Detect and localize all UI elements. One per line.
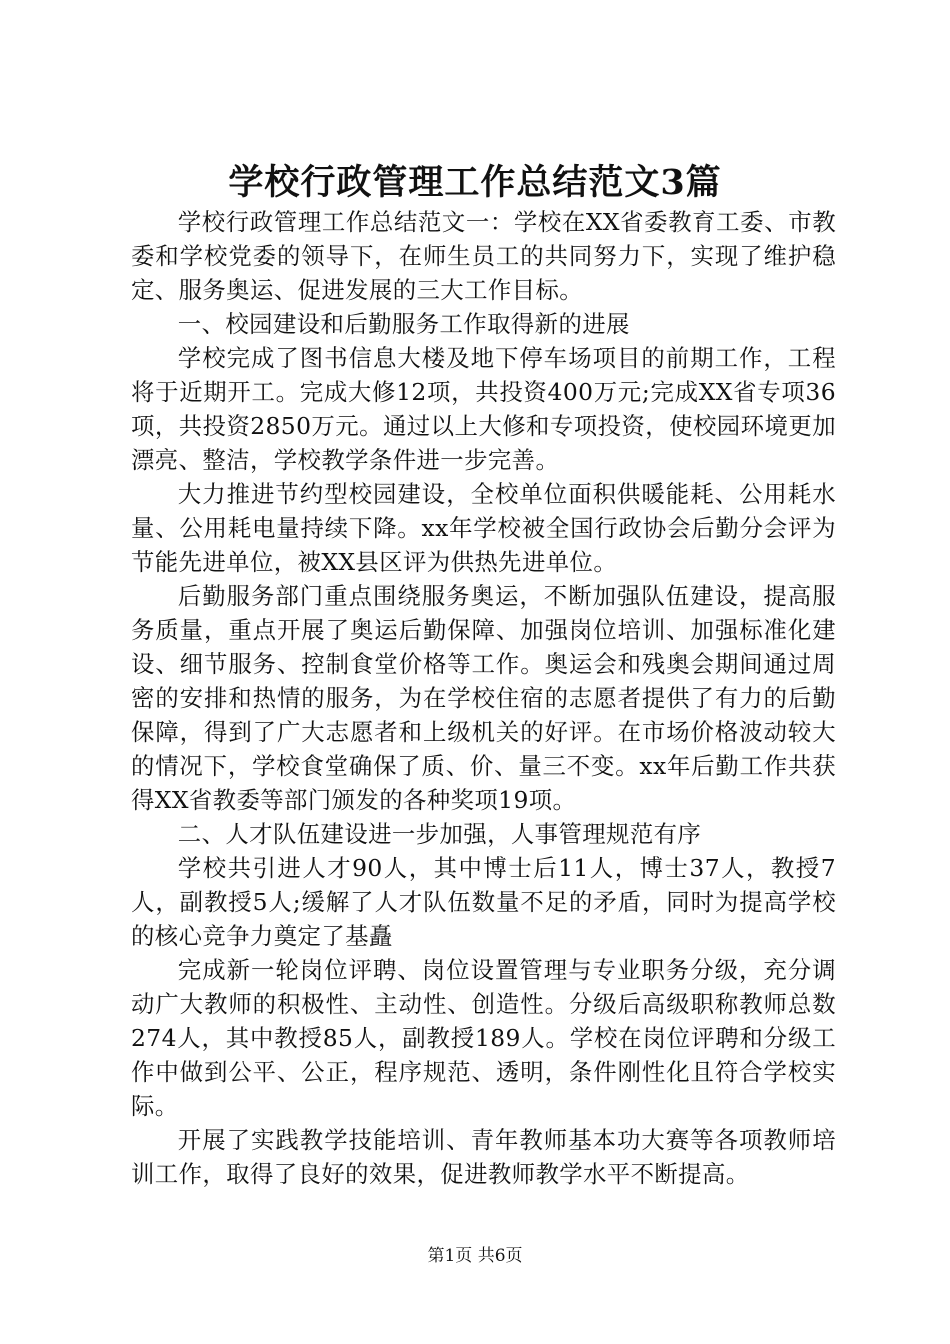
paragraph-intro: 学校行政管理工作总结范文一：学校在XX省委教育工委、市教委和学校党委的领导下，在师生员工的共同努力下，实现了维护稳定、服务奥运、促进发展的三大工作目标。 <box>131 208 836 304</box>
section-heading-1: 一、校园建设和后勤服务工作取得新的进展 <box>177 310 630 338</box>
paragraph: 学校共引进人才90人，其中博士后11人，博士37人，教授7人，副教授5人;缓解了人才队伍数量不足的矛盾，同时为提高学校的核心竞争力奠定了基矗 <box>131 854 836 950</box>
paragraph: 开展了实践教学技能培训、青年教师基本功大赛等各项教师培训工作，取得了良好的效果，促进教师教学水平不断提高。 <box>131 1126 836 1188</box>
document-body <box>131 205 836 1191</box>
paragraph: 大力推进节约型校园建设，全校单位面积供暖能耗、公用耗水量、公用耗电量持续下降。xx年学校被全国行政协会后勤分会评为节能先进单位，被XX县区评为供热先进单位。 <box>131 480 836 576</box>
page-number-footer: 第1页 共6页 <box>427 1246 523 1266</box>
paragraph: 后勤服务部门重点围绕服务奥运，不断加强队伍建设，提高服务质量，重点开展了奥运后勤保障、加强岗位培训、加强标准化建设、细节服务、控制食堂价格等工作。奥运会和残奥会期间通过周密的安排和热情的服务，为在学校住宿的志愿者提供了有力的后勤保障，得到了广大志愿者和上级机关的好评。在市场价格波动较大的情况下，学校食堂确保了质、价、量三不变。xx年后勤工作共获得XX省教委等部门颁发的各种奖项19项。 <box>131 582 836 814</box>
paragraph: 完成新一轮岗位评聘、岗位设置管理与专业职务分级，充分调动广大教师的积极性、主动性、创造性。分级后高级职称教师总数274人，其中教授85人，副教授189人。学校在岗位评聘和分级工作中做到公平、公正，程序规范、透明，条件刚性化且符合学校实际。 <box>131 956 836 1120</box>
section-heading-2: 二、人才队伍建设进一步加强，人事管理规范有序 <box>177 820 702 848</box>
document-title: 学校行政管理工作总结范文3篇 <box>228 162 722 203</box>
paragraph: 学校完成了图书信息大楼及地下停车场项目的前期工作，工程将于近期开工。完成大修12项，共投资400万元;完成XX省专项36项，共投资2850万元。通过以上大修和专项投资，使校园环境更加漂亮、整洁，学校教学条件进一步完善。 <box>131 344 836 474</box>
